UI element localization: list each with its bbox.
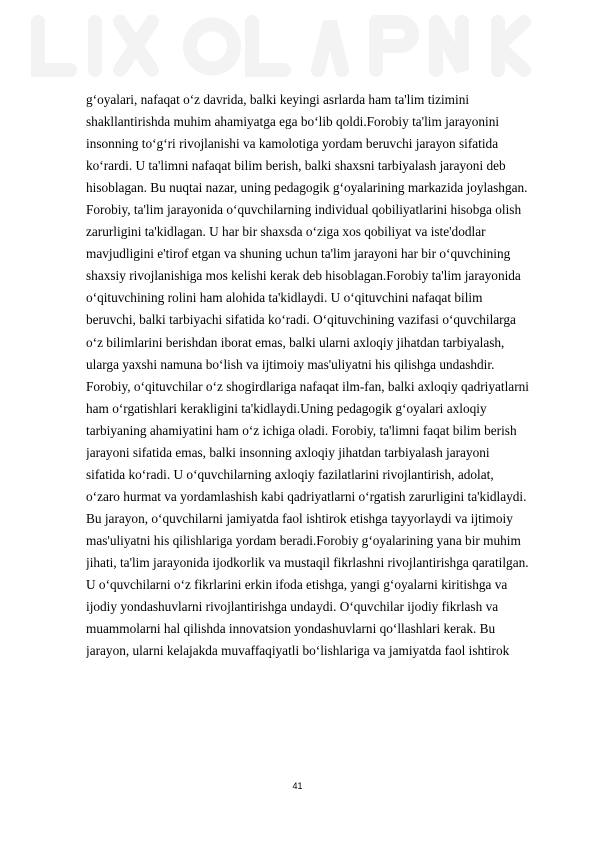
- text-line: sifatida ko‘radi. U o‘quvchilarning axloqiy fazilatlarini rivojlantirish, adolat,: [86, 466, 494, 482]
- text-line: ularga yaxshi namuna bo‘lish va ijtimoiy mas'uliyatni his qilishga undashdir.: [86, 356, 495, 372]
- text-line: mas'uliyatni his qilishlariga yordam beradi.Forobiy g‘oyalarining yana bir muhim: [86, 532, 521, 548]
- text-line: ko‘rardi. U ta'limni nafaqat bilim berish, balki shaxsni tarbiyalash jarayoni deb: [86, 158, 506, 174]
- body-text: [86, 89, 530, 662]
- text-line: beruvchi, balki tarbiyachi sifatida ko‘radi. O‘qituvchining vazifasi o‘quvchilarga: [86, 312, 516, 328]
- text-line: Forobiy, o‘qituvchilar o‘z shogirdlariga nafaqat ilm-fan, balki axloqiy qadriyatlarni: [86, 378, 529, 394]
- text-line: zarurligini ta'kidlagan. U har bir shaxsda o‘ziga xos qobiliyat va iste'dodlar: [86, 224, 486, 240]
- text-line: shakllantirishda muhim ahamiyatga ega bo‘lib qoldi.Forobiy ta'lim jarayonini: [86, 114, 500, 130]
- text-line: insonning to‘g‘ri rivojlanishi va kamolotiga yordam beruvchi jarayon sifatida: [86, 136, 499, 152]
- text-line: hisoblagan. Bu nuqtai nazar, uning pedagogik g‘oyalarining markazida joylashgan.: [86, 180, 528, 196]
- text-line: ijodiy yondashuvlarni rivojlantirishga undaydi. O‘quvchilar ijodiy fikrlash va: [86, 599, 499, 615]
- text-line: shaxsiy rivojlanishiga mos kelishi kerak deb hisoblagan.Forobiy ta'lim jarayonida: [86, 268, 521, 284]
- text-line: Forobiy, ta'lim jarayonida o‘quvchilarning individual qobiliyatlarini hisobga olish: [86, 202, 522, 218]
- text-line: jarayon, ularni kelajakda muvaffaqiyatli bo‘lishlariga va jamiyatda faol ishtirok: [86, 643, 510, 659]
- text-line: muammolarni hal qilishda innovatsion yondashuvlarni qo‘llashlari kerak. Bu: [86, 621, 496, 637]
- text-line: o‘qituvchining rolini ham alohida ta'kidlaydi. U o‘qituvchini nafaqat bilim: [86, 290, 483, 306]
- text-line: o‘z bilimlarini berishdan iborat emas, balki ularni axloqiy jihatdan tarbiyalash,: [86, 334, 505, 350]
- text-line: jarayoni sifatida emas, balki insonning axloqiy jihatdan tarbiyalash jarayoni: [86, 444, 490, 460]
- text-line: Bu jarayon, o‘quvchilarni jamiyatda faol ishtirok etishga tayyorlaydi va ijtimoiy: [86, 510, 513, 526]
- text-line: o‘zaro hurmat va yordamlashish kabi qadriyatlarni o‘rgatish zarurligini ta'kidlaydi.: [86, 488, 527, 504]
- text-line: U o‘quvchilarni o‘z fikrlarini erkin ifoda etishga, yangi g‘oyalarni kiritishga va: [86, 577, 508, 593]
- text-line: jihati, ta'lim jarayonida ijodkorlik va mustaqil fikrlashni rivojlantirishga qaratilgan.: [86, 554, 529, 570]
- text-line: mavjudligini e'tirof etgan va shuning uchun ta'lim jarayoni har bir o‘quvchining: [86, 246, 511, 262]
- page-number: 41: [292, 781, 303, 791]
- text-line: ham o‘rgatishlari kerakligini ta'kidlaydi.Uning pedagogik g‘oyalari axloqiy: [86, 400, 487, 416]
- text-line: tarbiyaning ahamiyatini ham o‘z ichiga oladi. Forobiy, ta'limni faqat bilim berish: [86, 422, 517, 438]
- text-line: g‘oyalari, nafaqat o‘z davrida, balki keyingi asrlarda ham ta'lim tizimini: [86, 92, 470, 107]
